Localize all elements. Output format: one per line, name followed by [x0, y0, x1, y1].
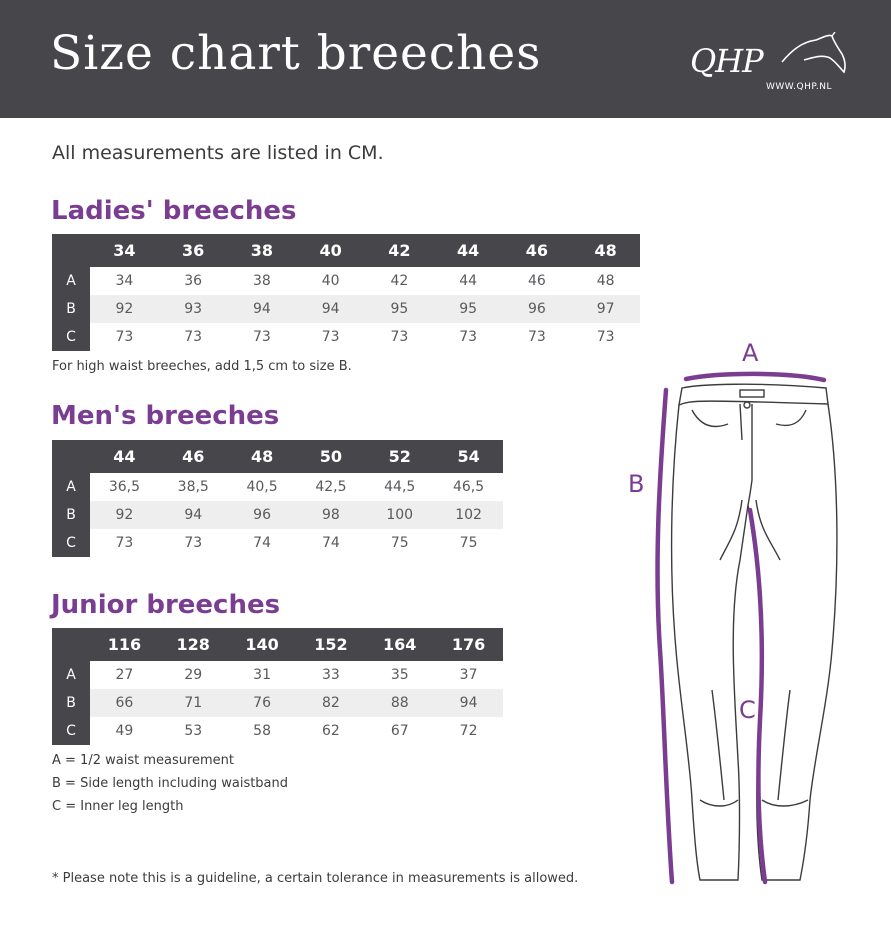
measurement-cell: 92 — [90, 501, 159, 529]
measurement-cell: 73 — [390, 329, 409, 345]
measurement-cell: 48 — [596, 273, 615, 289]
measurement-cell: 73 — [459, 329, 478, 345]
measurement-cell: 94 — [228, 295, 297, 323]
measurement-cell: 74 — [321, 535, 340, 551]
measurement-cell: 27 — [115, 667, 134, 683]
measurement-cell: 73 — [115, 329, 134, 345]
measurement-cell: 73 — [115, 535, 134, 551]
size-header-cell: 152 — [296, 628, 365, 661]
size-header-cell: 54 — [434, 440, 503, 473]
measurement-row — [52, 323, 640, 351]
label-b: B — [628, 470, 645, 498]
measurement-row — [52, 473, 503, 501]
size-header-row — [52, 440, 503, 473]
measurement-cell: 42,5 — [315, 479, 347, 495]
intro-text: All measurements are listed in CM. — [52, 142, 384, 164]
legend-b: B = Side length including waistband — [52, 776, 289, 791]
ladies-section-title: Ladies' breeches — [51, 196, 297, 226]
size-header-cell: 40 — [296, 234, 365, 267]
measurement-row — [52, 661, 503, 689]
size-header-cell: 46 — [503, 234, 572, 267]
measurement-cell: 93 — [159, 295, 228, 323]
ladies-size-table — [52, 234, 640, 351]
measurement-cell: 73 — [596, 329, 615, 345]
measurement-cell: 96 — [503, 295, 572, 323]
measurement-row — [52, 295, 640, 323]
measure-b-line — [658, 390, 672, 882]
breeches-outline-icon — [672, 384, 837, 880]
size-header-cell: 116 — [90, 628, 159, 661]
size-header-cell: 36 — [159, 234, 228, 267]
header-banner — [0, 0, 891, 118]
legend-a: A = 1/2 waist measurement — [52, 753, 235, 768]
row-label: B — [52, 501, 90, 529]
measurement-row — [52, 717, 503, 745]
row-label: B — [52, 295, 90, 323]
measurement-cell: 94 — [159, 501, 228, 529]
size-header-cell: 44 — [434, 234, 503, 267]
measurement-cell: 82 — [296, 689, 365, 717]
measurement-cell: 73 — [321, 329, 340, 345]
measurement-cell: 88 — [365, 689, 434, 717]
size-header-cell: 50 — [296, 440, 365, 473]
measurement-cell: 71 — [159, 689, 228, 717]
measurement-cell: 46 — [527, 273, 546, 289]
size-header-cell: 164 — [365, 628, 434, 661]
measurement-cell: 31 — [253, 667, 271, 683]
measurement-cell: 76 — [228, 689, 297, 717]
measurement-cell: 62 — [321, 723, 340, 739]
measurement-cell: 58 — [253, 723, 271, 739]
measurement-cell: 44,5 — [384, 479, 416, 495]
qhp-logo — [686, 38, 856, 98]
logo-text: QHP — [690, 42, 763, 80]
measurement-cell: 29 — [184, 667, 203, 683]
measurement-cell: 74 — [253, 535, 271, 551]
size-header-cell: 38 — [228, 234, 297, 267]
size-header-cell: 128 — [159, 628, 228, 661]
measurement-row — [52, 529, 503, 557]
footnote: * Please note this is a guideline, a certain tolerance in measurements is allowed. — [52, 871, 579, 886]
row-label: A — [52, 661, 90, 689]
measurement-cell: 98 — [296, 501, 365, 529]
measurement-cell: 40,5 — [246, 479, 278, 495]
measurement-cell: 67 — [390, 723, 409, 739]
measurement-cell: 73 — [527, 329, 546, 345]
junior-section-title: Junior breeches — [51, 590, 281, 620]
row-label: A — [52, 473, 90, 501]
measurement-cell: 66 — [90, 689, 159, 717]
row-label: A — [52, 267, 90, 295]
measurement-cell: 92 — [90, 295, 159, 323]
measurement-row — [52, 267, 640, 295]
men-section-title: Men's breeches — [51, 401, 280, 431]
header-corner-cell — [52, 234, 90, 267]
measurement-cell: 97 — [571, 295, 640, 323]
size-header-cell: 140 — [228, 628, 297, 661]
measurement-row — [52, 689, 503, 717]
measurement-cell: 38,5 — [177, 479, 209, 495]
size-header-cell: 176 — [434, 628, 503, 661]
size-header-cell: 42 — [365, 234, 434, 267]
measurement-cell: 35 — [390, 667, 409, 683]
measure-a-line — [686, 374, 824, 380]
size-header-cell: 48 — [228, 440, 297, 473]
logo-url: WWW.QHP.NL — [766, 82, 833, 92]
size-header-cell: 48 — [571, 234, 640, 267]
junior-size-table — [52, 628, 503, 745]
measurement-cell: 38 — [252, 273, 271, 289]
measurement-cell: 95 — [365, 295, 434, 323]
row-label: B — [52, 689, 90, 717]
measurement-cell: 94 — [434, 689, 503, 717]
measurement-cell: 73 — [184, 535, 203, 551]
measurement-cell: 73 — [252, 329, 271, 345]
measurement-cell: 96 — [228, 501, 297, 529]
measurement-cell: 46,5 — [452, 479, 485, 495]
measurement-cell: 36,5 — [108, 479, 140, 495]
header-corner-cell — [52, 440, 90, 473]
row-label: C — [52, 717, 90, 745]
horse-head-icon — [778, 32, 850, 84]
label-c: C — [739, 696, 756, 724]
measurement-cell: 75 — [459, 535, 478, 551]
measurement-cell: 102 — [434, 501, 503, 529]
measurement-cell: 34 — [115, 273, 134, 289]
measurement-cell: 37 — [459, 667, 478, 683]
measurement-cell: 72 — [459, 723, 478, 739]
size-header-row — [52, 234, 640, 267]
row-label: C — [52, 323, 90, 351]
row-label: C — [52, 529, 90, 557]
measurement-cell: 42 — [390, 273, 409, 289]
size-header-cell: 46 — [159, 440, 228, 473]
measurement-cell: 33 — [321, 667, 340, 683]
label-a: A — [742, 339, 759, 367]
measurement-row — [52, 501, 503, 529]
size-header-row — [52, 628, 503, 661]
measurement-cell: 95 — [434, 295, 503, 323]
measurement-cell: 53 — [184, 723, 203, 739]
header-corner-cell — [52, 628, 90, 661]
measurement-cell: 100 — [365, 501, 434, 529]
ladies-note: For high waist breeches, add 1,5 cm to size B. — [52, 359, 352, 374]
breeches-diagram — [620, 330, 860, 900]
size-header-cell: 44 — [90, 440, 159, 473]
men-size-table — [52, 440, 503, 557]
measurement-cell: 73 — [184, 329, 203, 345]
legend-c: C = Inner leg length — [52, 799, 184, 814]
measurement-cell: 49 — [115, 723, 134, 739]
measurement-cell: 44 — [459, 273, 478, 289]
size-header-cell: 34 — [90, 234, 159, 267]
measurement-cell: 40 — [321, 273, 340, 289]
page-title: Size chart breeches — [50, 26, 542, 81]
measurement-cell: 94 — [296, 295, 365, 323]
measurement-cell: 36 — [184, 273, 203, 289]
size-header-cell: 52 — [365, 440, 434, 473]
measurement-cell: 75 — [390, 535, 409, 551]
